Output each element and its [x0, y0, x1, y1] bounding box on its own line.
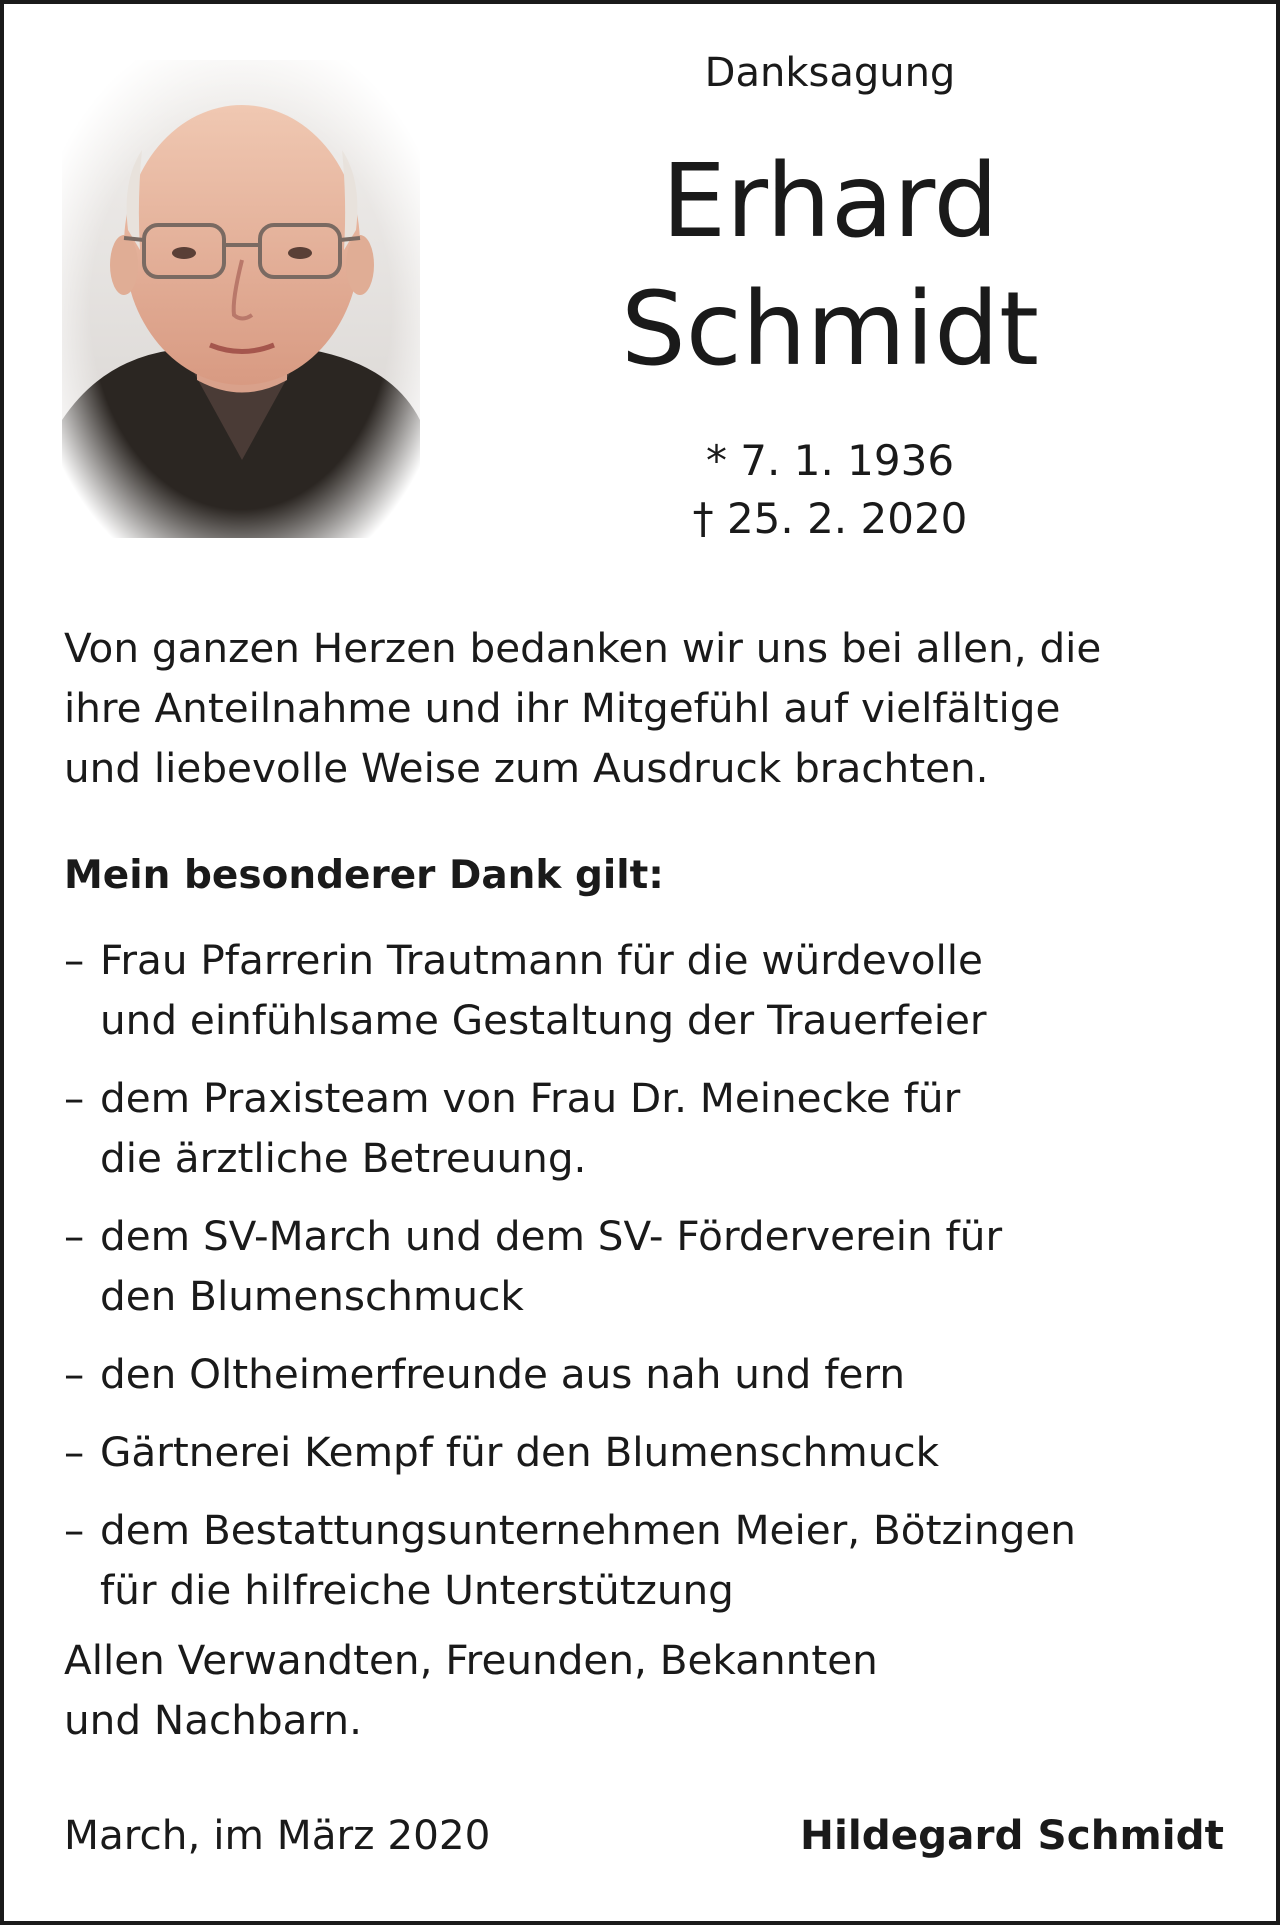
notice-heading: Danksagung — [704, 50, 956, 96]
closing-paragraph — [64, 1630, 1234, 1750]
closing-line: und Nachbarn. — [64, 1696, 362, 1744]
list-item-line: für die hilfreiche Unterstützung — [100, 1566, 734, 1614]
list-item — [64, 1422, 1244, 1482]
list-item-line: und einfühlsame Gestaltung der Trauerfeier — [100, 996, 987, 1044]
dash-marker: – — [64, 1212, 85, 1260]
dash-marker: – — [64, 1428, 85, 1476]
list-item-line: die ärztliche Betreuung. — [100, 1134, 587, 1182]
intro-paragraph — [64, 618, 1234, 798]
thanks-heading: Mein besonderer Dank gilt: — [64, 853, 664, 898]
signature-name: Hildegard Schmidt — [800, 1811, 1224, 1859]
place-date: March, im März 2020 — [64, 1811, 491, 1859]
dash-marker: – — [64, 1350, 85, 1398]
dash-marker: – — [64, 936, 85, 984]
intro-line: ihre Anteilnahme und ihr Mitgefühl auf vielfältige — [64, 684, 1061, 732]
list-item-line: dem Praxisteam von Frau Dr. Meinecke für — [100, 1074, 961, 1122]
intro-line: und liebevolle Weise zum Ausdruck brachten. — [64, 744, 989, 792]
list-item-line: den Blumenschmuck — [100, 1272, 524, 1320]
list-item-line: den Oltheimerfreunde aus nah und fern — [100, 1350, 905, 1398]
list-item-line: Frau Pfarrerin Trautmann für die würdevolle — [100, 936, 983, 984]
list-item — [64, 930, 1244, 1050]
list-item — [64, 1500, 1244, 1620]
deceased-last-name: Schmidt — [621, 270, 1039, 389]
thanks-list — [64, 930, 1244, 1638]
birth-date: * 7. 1. 1936 — [705, 436, 955, 485]
list-item — [64, 1344, 1244, 1404]
intro-line: Von ganzen Herzen bedanken wir uns bei allen, die — [64, 624, 1102, 672]
closing-line: Allen Verwandten, Freunden, Bekannten — [64, 1636, 878, 1684]
dash-marker: – — [64, 1074, 85, 1122]
list-item-line: dem SV-March und dem SV- Förderverein für — [100, 1212, 1003, 1260]
dash-marker: – — [64, 1506, 85, 1554]
list-item-line: Gärtnerei Kempf für den Blumenschmuck — [100, 1428, 940, 1476]
portrait-photo — [62, 60, 420, 538]
list-item — [64, 1068, 1244, 1188]
death-date: † 25. 2. 2020 — [692, 494, 968, 543]
list-item-line: dem Bestattungsunternehmen Meier, Bötzingen — [100, 1506, 1076, 1554]
list-item — [64, 1206, 1244, 1326]
deceased-first-name: Erhard — [661, 142, 999, 261]
